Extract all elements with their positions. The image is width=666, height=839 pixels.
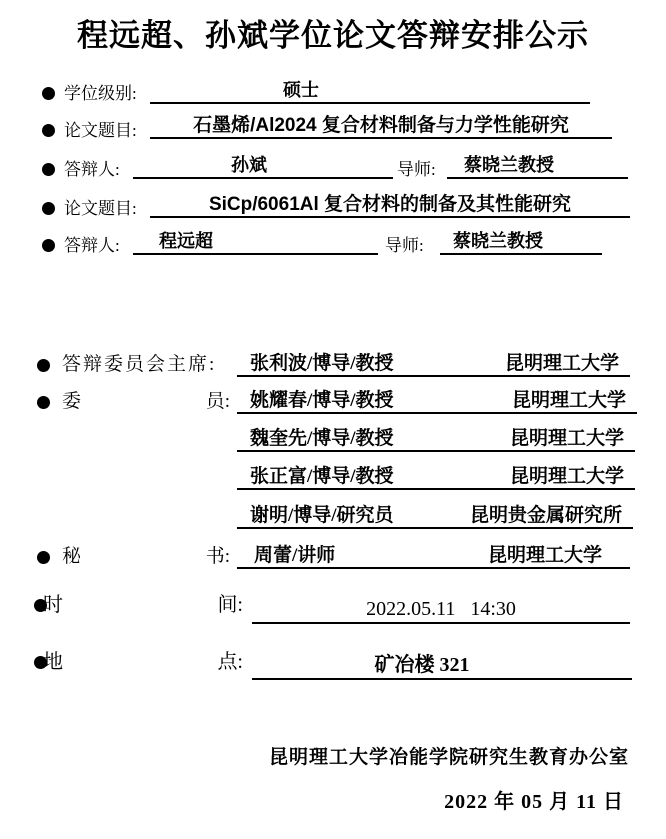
bullet-icon	[42, 163, 55, 176]
bullet-icon	[42, 202, 55, 215]
time-value: 2022.05.11 14:30	[366, 598, 516, 620]
committee-chair-line	[237, 349, 630, 377]
thesis1-line	[150, 111, 612, 139]
defender2-value: 程远超	[159, 231, 213, 251]
time-line	[252, 596, 630, 624]
time-label-end: 间:	[217, 594, 243, 616]
secretary-label	[62, 545, 230, 569]
defender1-value: 孙斌	[231, 155, 267, 175]
secretary-name: 周蕾/讲师	[254, 545, 336, 566]
committee-chair-name: 张利波/博导/教授	[250, 353, 394, 374]
thesis2-label: 论文题目:	[64, 199, 137, 218]
committee-member-name: 姚耀春/博导/教授	[250, 390, 394, 411]
bullet-icon	[42, 124, 55, 137]
location-line	[252, 652, 632, 680]
secretary-affiliation: 昆明理工大学	[487, 545, 602, 566]
committee-member-label-start: 委	[62, 391, 82, 412]
bullet-icon	[37, 551, 50, 564]
location-value: 矿冶楼 321	[374, 654, 470, 676]
committee-chair-label: 答辩委员会主席:	[62, 354, 217, 375]
defender2-line	[133, 227, 378, 255]
time-label-start: 时	[43, 594, 63, 616]
committee-member-label-end: 员:	[205, 391, 230, 412]
committee-member-label	[62, 390, 230, 414]
footer-office: 昆明理工大学冶能学院研究生教育办公室	[268, 747, 629, 768]
defender1-line	[133, 151, 393, 179]
page-title: 程远超、孙斌学位论文答辩安排公示	[77, 18, 589, 53]
bullet-icon	[42, 239, 55, 252]
thesis1-label: 论文题目:	[64, 121, 137, 140]
committee-member-affiliation: 昆明理工大学	[509, 428, 624, 449]
committee-member-affiliation: 昆明理工大学	[509, 466, 624, 487]
committee-member-name: 魏奎先/博导/教授	[250, 428, 394, 449]
location-label-end: 点:	[217, 651, 243, 673]
committee-member-line	[237, 462, 635, 490]
committee-member-line	[237, 501, 633, 529]
committee-member-line	[237, 386, 637, 414]
degree-label: 学位级别:	[64, 84, 137, 103]
secretary-label-end: 书:	[205, 546, 230, 567]
thesis1-value: 石墨烯/Al2024 复合材料制备与力学性能研究	[193, 115, 569, 136]
footer-date: 2022 年 05 月 11 日	[444, 791, 624, 813]
committee-member-line	[237, 424, 635, 452]
advisor2-line	[440, 227, 602, 255]
committee-member-affiliation: 昆明贵金属研究所	[469, 505, 622, 526]
committee-member-name: 谢明/博导/研究员	[250, 505, 394, 526]
bullet-icon	[37, 396, 50, 409]
committee-member-affiliation: 昆明理工大学	[511, 390, 626, 411]
bullet-icon	[42, 87, 55, 100]
thesis2-line	[150, 190, 630, 218]
secretary-label-start: 秘	[62, 546, 82, 567]
secretary-line	[237, 541, 630, 569]
degree-line	[150, 76, 590, 104]
time-label	[43, 593, 243, 618]
advisor1-line	[447, 151, 628, 179]
advisor1-value: 蔡晓兰教授	[464, 155, 554, 175]
thesis2-value: SiCp/6061Al 复合材料的制备及其性能研究	[208, 194, 572, 215]
defender2-label: 答辩人:	[64, 236, 120, 255]
location-label	[43, 650, 243, 675]
bullet-icon	[37, 359, 50, 372]
location-label-start: 地	[43, 651, 63, 673]
degree-value: 硕士	[283, 80, 319, 100]
committee-member-name: 张正富/博导/教授	[250, 466, 394, 487]
defender1-label: 答辩人:	[64, 160, 120, 179]
committee-chair-affiliation: 昆明理工大学	[504, 353, 619, 374]
advisor1-label: 导师:	[397, 160, 436, 179]
advisor2-label: 导师:	[385, 236, 424, 255]
advisor2-value: 蔡晓兰教授	[453, 231, 543, 251]
